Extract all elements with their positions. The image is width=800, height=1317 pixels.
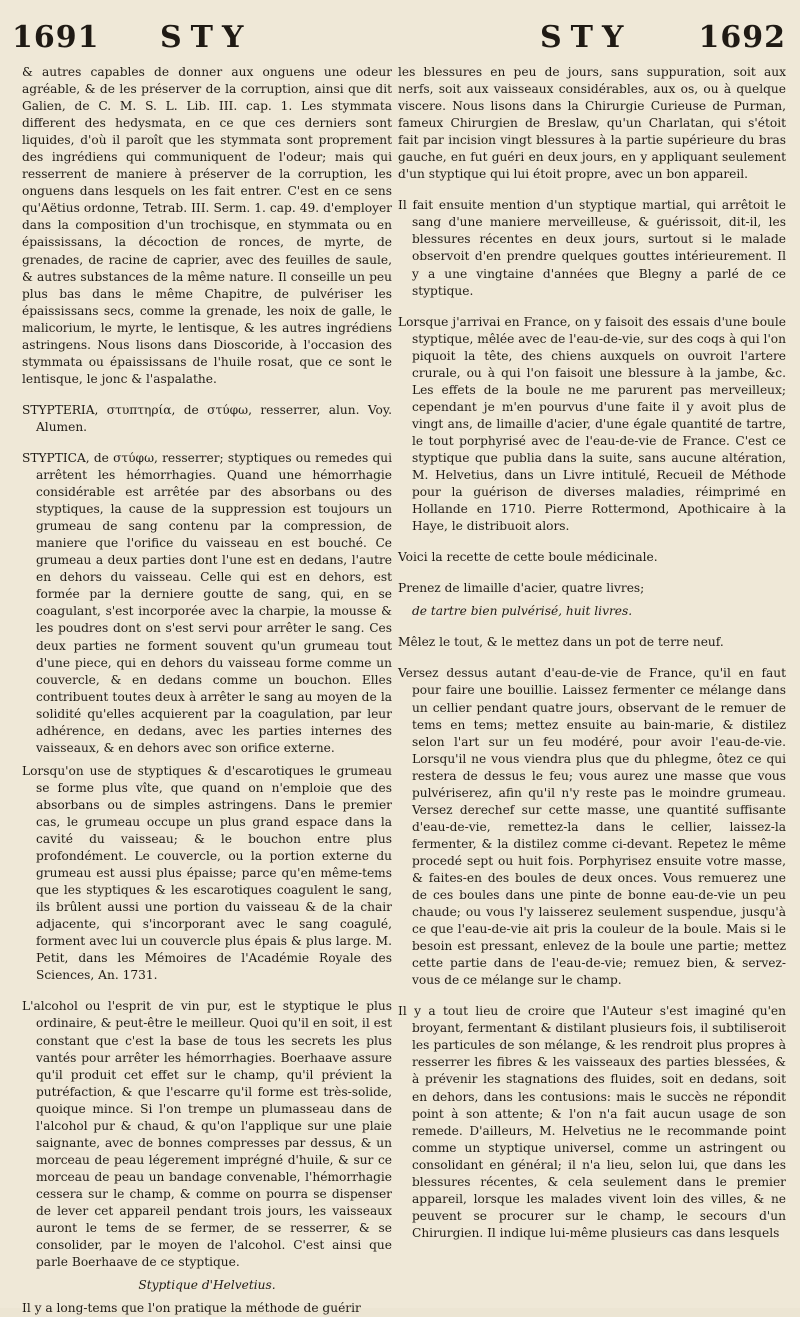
entry-stypteria: STYPTERIA, στυπτηρία, de στύφω, resserrer, alun. Voy. Alumen. xyxy=(22,402,392,434)
page-header xyxy=(0,0,800,60)
subheading-helvetius: Styptique d'Helvetius. xyxy=(138,1278,276,1293)
recipe-line-2: de tartre bien pulvérisé, huit livres. xyxy=(412,604,633,619)
recipe-mix: Mêlez le tout, & le mettez dans un pot de terre neuf. xyxy=(398,635,724,650)
page-number-left: 1691 xyxy=(12,20,100,55)
right-paragraph-1: les blessures en peu de jours, sans suppuration, soit aux nerfs, soit aux vaisseaux considérables, aux os, ou à quelque viscere. Nous lisons dans la Chirurgie Curieuse de Purman, fameux Chirurgien de Breslaw, qu'un Charlatan, qui s'étoit fait par incision vingt blessures à la partie supérieure du bras gauche, en fut guéri en deux jours, en y appliquant seulement d'un styptique qui lui étoit propre, avec un bon appareil. xyxy=(398,65,786,182)
right-paragraph-3: Lorsque j'arrivai en France, on y faisoit des essais d'une boule styptique, mêlée avec de l'eau-de-vie, sur des coqs à qui l'on piquoit la tête, des chiens auxquels on ouvroit l'artere crurale, ou à qui l'on faisoit une blessure à la jambe, &c. Les effets de la boule ne me parurent pas merveilleux; cependant je m'en pourvus d'une faite il y avoit plus de vingt ans, de limaille d'acier, d'une égale quantité de tartre, le tout porphyrisé avec de l'eau-de-vie de France. C'est ce styptique que publia dans la suite, sans aucune altération, M. Helvetius, dans un Livre intitulé, Recueil de Méthode pour la guérison de diverses maladies, réimprimé en Hollande en 1710. Pierre Rottermond, Apothicaire à la Haye, le distribuoit alors. xyxy=(398,314,786,534)
left-paragraph-7: Il y a long-tems que l'on pratique la méthode de guérir xyxy=(22,1301,361,1316)
right-paragraph-8: Il y a tout lieu de croire que l'Auteur s'est imaginé qu'en broyant, fermentant & distilant plusieurs fois, il subtiliseroit les particules de son mélange, & les rendroit plus propres à resserrer les fibres & les vaisseaux des parties blessées, & à prévenir les stagnations des fluides, soit en dedans, soit en dehors, dans les contusions: mais le succès ne répondit point à son attente; & l'on n'a fait aucun usage de son remede. D'ailleurs, M. Helvetius ne le recommande point comme un styptique universel, comme un astringent ou consolidant en général; il n'a lieu, selon lui, que dans les blessures récentes, & cela seulement dans le premier appareil, lorsque les malades vivent loin des villes, & ne peuvent se procurer sur le champ, le secours d'un Chirurgien. Il indique lui-même plusieurs cas dans lesquels xyxy=(398,1004,786,1240)
running-head-right: STY xyxy=(540,20,633,55)
recipe-line-1: Prenez de limaille d'acier, quatre livres; xyxy=(398,581,645,596)
left-paragraph-1: & autres capables de donner aux onguens une odeur agréable, & de les préserver de la corruption, ainsi que dit Galien, de C. M. S. L. Lib. III. cap. 1. Les stymmata different des hedysmata, en ce que ces derniers sont liquides, d'où il paroît que les stymmata sont proprement des ingrédiens qui communiquent de l'odeur; mais qui resserrent de maniere à préserver de la corruption, les onguens dans lesquels on les fait entrer. C'est en ce sens qu'Aëtius ordonne, Tetrab. III. Serm. 1. cap. 49. d'employer dans la composition d'un trochisque, en stymmata ou en épaississans, la décoction de ronces, de myrte, de grenades, de racine de caprier, avec des feuilles de saule, & autres substances de la même nature. Il conseille un peu plus bas dans le même Chapitre, de pulvériser les épaississans secs, comme la grenade, les noix de galle, le malicorium, le myrte, le lentisque, & les autres ingrédiens astringens. Nous lisons dans Dioscoride, à l'occasion des stymmata ou épaississans de l'huile rosat, que ce sont le lentisque, le jonc & l'aspalathe. xyxy=(22,65,392,386)
right-paragraph-2: Il fait ensuite mention d'un styptique martial, qui arrêtoit le sang d'une maniere merveilleuse, & guérissoit, dit-il, les blessures récentes en deux jours, surtout si le malade observoit d'en prendre quelques gouttes intérieurement. Il y a une vingtaine d'années que Blegny a parlé de ce styptique. xyxy=(398,198,786,298)
recipe-instructions: Versez dessus autant d'eau-de-vie de France, qu'il en faut pour faire une bouillie. Laissez fermenter ce mélange dans un cellier pendant quatre jours, observant de le remuer de tems en tems; mettez ensuite au bain-marie, & distilez selon l'art sur un feu modéré, pour avoir l'eau-de-vie. Lorsqu'il ne vous viendra plus que du phlegme, ôtez ce qui restera de dessus le feu; vous aurez une masse que vous pulvériserez, afin qu'il n'y reste pas le moindre grumeau. Versez derechef sur cette masse, une quantité suffisante d'eau-de-vie, remettez-la dans le cellier, laissez-la fermenter, & la distilez comme ci-devant. Repetez le même procedé sept ou huit fois. Porphyrisez ensuite votre masse, & faites-en des boules de deux onces. Vous remuerez une de ces boules dans une pinte de bonne eau-de-vie un peu chaude; ou vous l'y laisserez seulement suspendue, jusqu'à ce que l'eau-de-vie ait pris la couleur de la boule. Mais si le besoin est pressant, enlevez de la boule une partie; mettez cette partie dans de l'eau-de-vie; remuez bien, & servez-vous de ce mélange sur le champ. xyxy=(398,666,786,988)
left-column xyxy=(22,64,392,1316)
entry-styptica: STYPTICA, de στύφω, resserrer; styptiques ou remedes qui arrêtent les hémorrhagies. Quand une hémorrhagie considérable est arrêtée par des absorbans ou des styptiques, la cause de la suppression est toujours un grumeau de sang contenu par la compression, de maniere que l'orifice du vaisseau en est bouché. Ce grumeau a deux parties dont l'une est en dedans, l'autre en dehors du vaisseau. Celle qui est en dehors, est formée par la derniere goutte de sang, qui, en se coagulant, s'est incorporée avec la charpie, la mousse & les poudres dont on s'est servi pour arrêter le sang. Ces deux parties ne forment souvent qu'un grumeau tout d'une piece, qui en dehors du vaisseau forme comme un couvercle, & en dedans comme un bouchon. Elles contribuent toutes deux à arrêter le sang au moyen de la solidité qu'elles acquierent par la coagulation, par leur adhérence, en dedans, avec les parties internes des vaisseaux, & en dehors avec son orifice externe. xyxy=(22,450,392,755)
left-paragraph-4: Lorsqu'on use de styptiques & d'escarotiques le grumeau se forme plus vîte, que quand on n'emploie que des absorbans ou de simples astringens. Dans le premier cas, le grumeau occupe un plus grand espace dans la cavité du vaisseau; & le bouchon entre plus profondément. Le couvercle, ou la portion externe du grumeau est aussi plus épaisse; parce qu'en même-tems que les styptiques & les escarotiques coagulent le sang, ils brûlent aussi une portion du vaisseau & de la chair adjacente, qui s'incorporant avec le sang coagulé, forment avec lui un couvercle plus épais & plus large. M. Petit, dans les Mémoires de l'Académie Royale des Sciences, An. 1731. xyxy=(22,763,392,983)
running-head-left: STY xyxy=(160,20,253,55)
left-paragraph-5: L'alcohol ou l'esprit de vin pur, est le styptique le plus ordinaire, & peut-être le meilleur. Quoi qu'il en soit, il est constant que c'est la base de tous les secrets les plus vantés pour arrêter les hémorrhagies. Boerhaave assure qu'il produit cet effet sur le champ, qu'il prévient la putréfaction, & que l'escarre qu'il forme est très-solide, quoique mince. Si l'on trempe un plumasseau dans de l'alcohol pur & chaud, & qu'on l'applique sur une plaie saignante, avec de bonnes compresses par dessus, & un morceau de peau légerement imprégné d'huile, & sur ce morceau de peau un bandage convenable, l'hémorrhagie cessera sur le champ, & comme on pourra se dispenser de lever cet appareil pendant trois jours, les vaisseaux auront le tems de se fermer, de se resserrer, & se consolider, par le moyen de l'alcohol. C'est ainsi que parle Boerhaave de ce styptique. xyxy=(22,999,392,1270)
page-number-right: 1692 xyxy=(698,20,786,55)
right-column xyxy=(398,64,786,1304)
recipe-intro: Voici la recette de cette boule médicinale. xyxy=(398,550,658,565)
